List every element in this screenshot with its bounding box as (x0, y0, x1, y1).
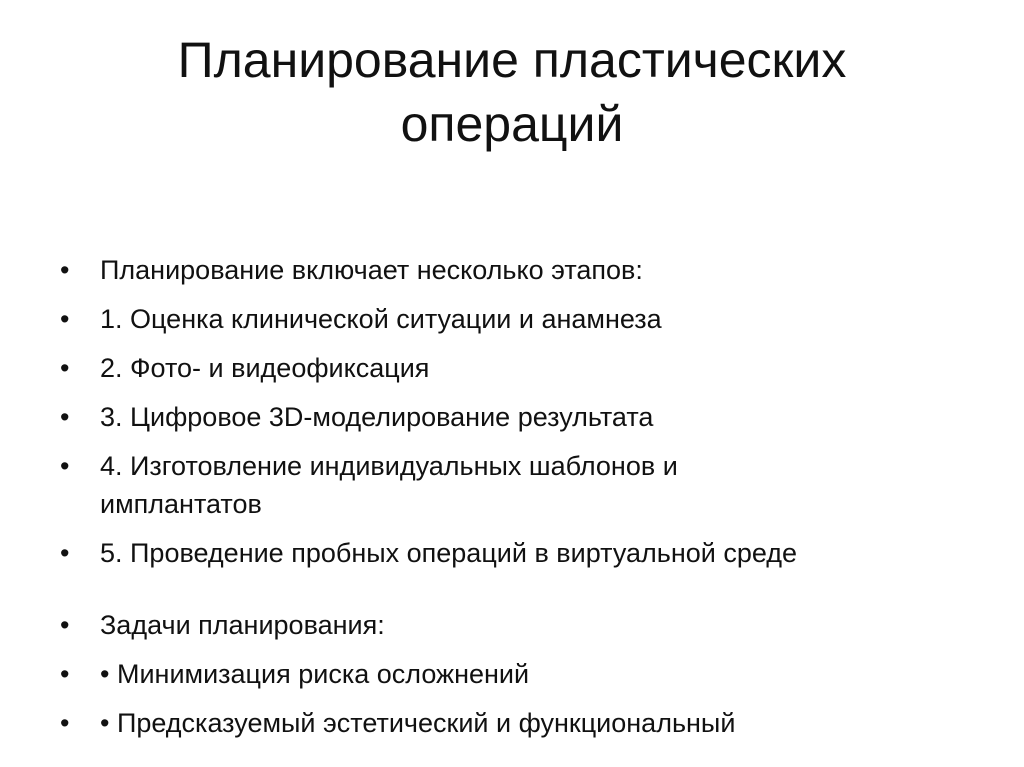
bullet-item-task-result (60, 704, 960, 742)
bullet-marker: • (60, 402, 70, 432)
bullet-text: 3. Цифровое 3D-моделирование результата (100, 402, 654, 432)
bullet-item-stage-3 (60, 398, 960, 436)
bullet-text: Планирование включает несколько этапов: (100, 255, 643, 285)
bullet-text: 1. Оценка клинической ситуации и анамнеза (100, 304, 662, 334)
bullet-marker: • (60, 610, 70, 640)
bullet-item-stage-1 (60, 300, 960, 338)
bullet-item-tasks-intro (60, 606, 960, 644)
bullet-item-stage-2 (60, 349, 960, 387)
bullet-item-task-risk (60, 655, 960, 693)
bullet-item-stage-5 (60, 534, 960, 572)
title-line-2: операций (400, 96, 624, 152)
bullet-item-stage-4 (60, 447, 960, 523)
bullet-text: • Предсказуемый эстетический и функциональный (100, 708, 736, 738)
bullet-marker: • (60, 538, 70, 568)
bullet-text: 5. Проведение пробных операций в виртуальной среде (100, 538, 798, 568)
bullet-marker: • (60, 353, 70, 383)
title-line-1: Планирование пластических (177, 32, 847, 88)
bullet-text: 2. Фото- и видеофиксация (100, 353, 430, 383)
bullet-list (60, 251, 960, 753)
bullet-text-line-2: имплантатов (100, 489, 262, 519)
bullet-item-stages-intro (60, 251, 960, 289)
bullet-marker: • (60, 451, 70, 481)
bullet-marker: • (60, 255, 70, 285)
bullet-text: • Минимизация риска осложнений (100, 659, 530, 689)
bullet-text: Задачи планирования: (100, 610, 385, 640)
bullet-marker: • (60, 708, 70, 738)
slide-title (60, 28, 964, 156)
bullet-marker: • (60, 304, 70, 334)
bullet-text-line-1: 4. Изготовление индивидуальных шаблонов и (100, 451, 678, 481)
bullet-marker: • (60, 659, 70, 689)
